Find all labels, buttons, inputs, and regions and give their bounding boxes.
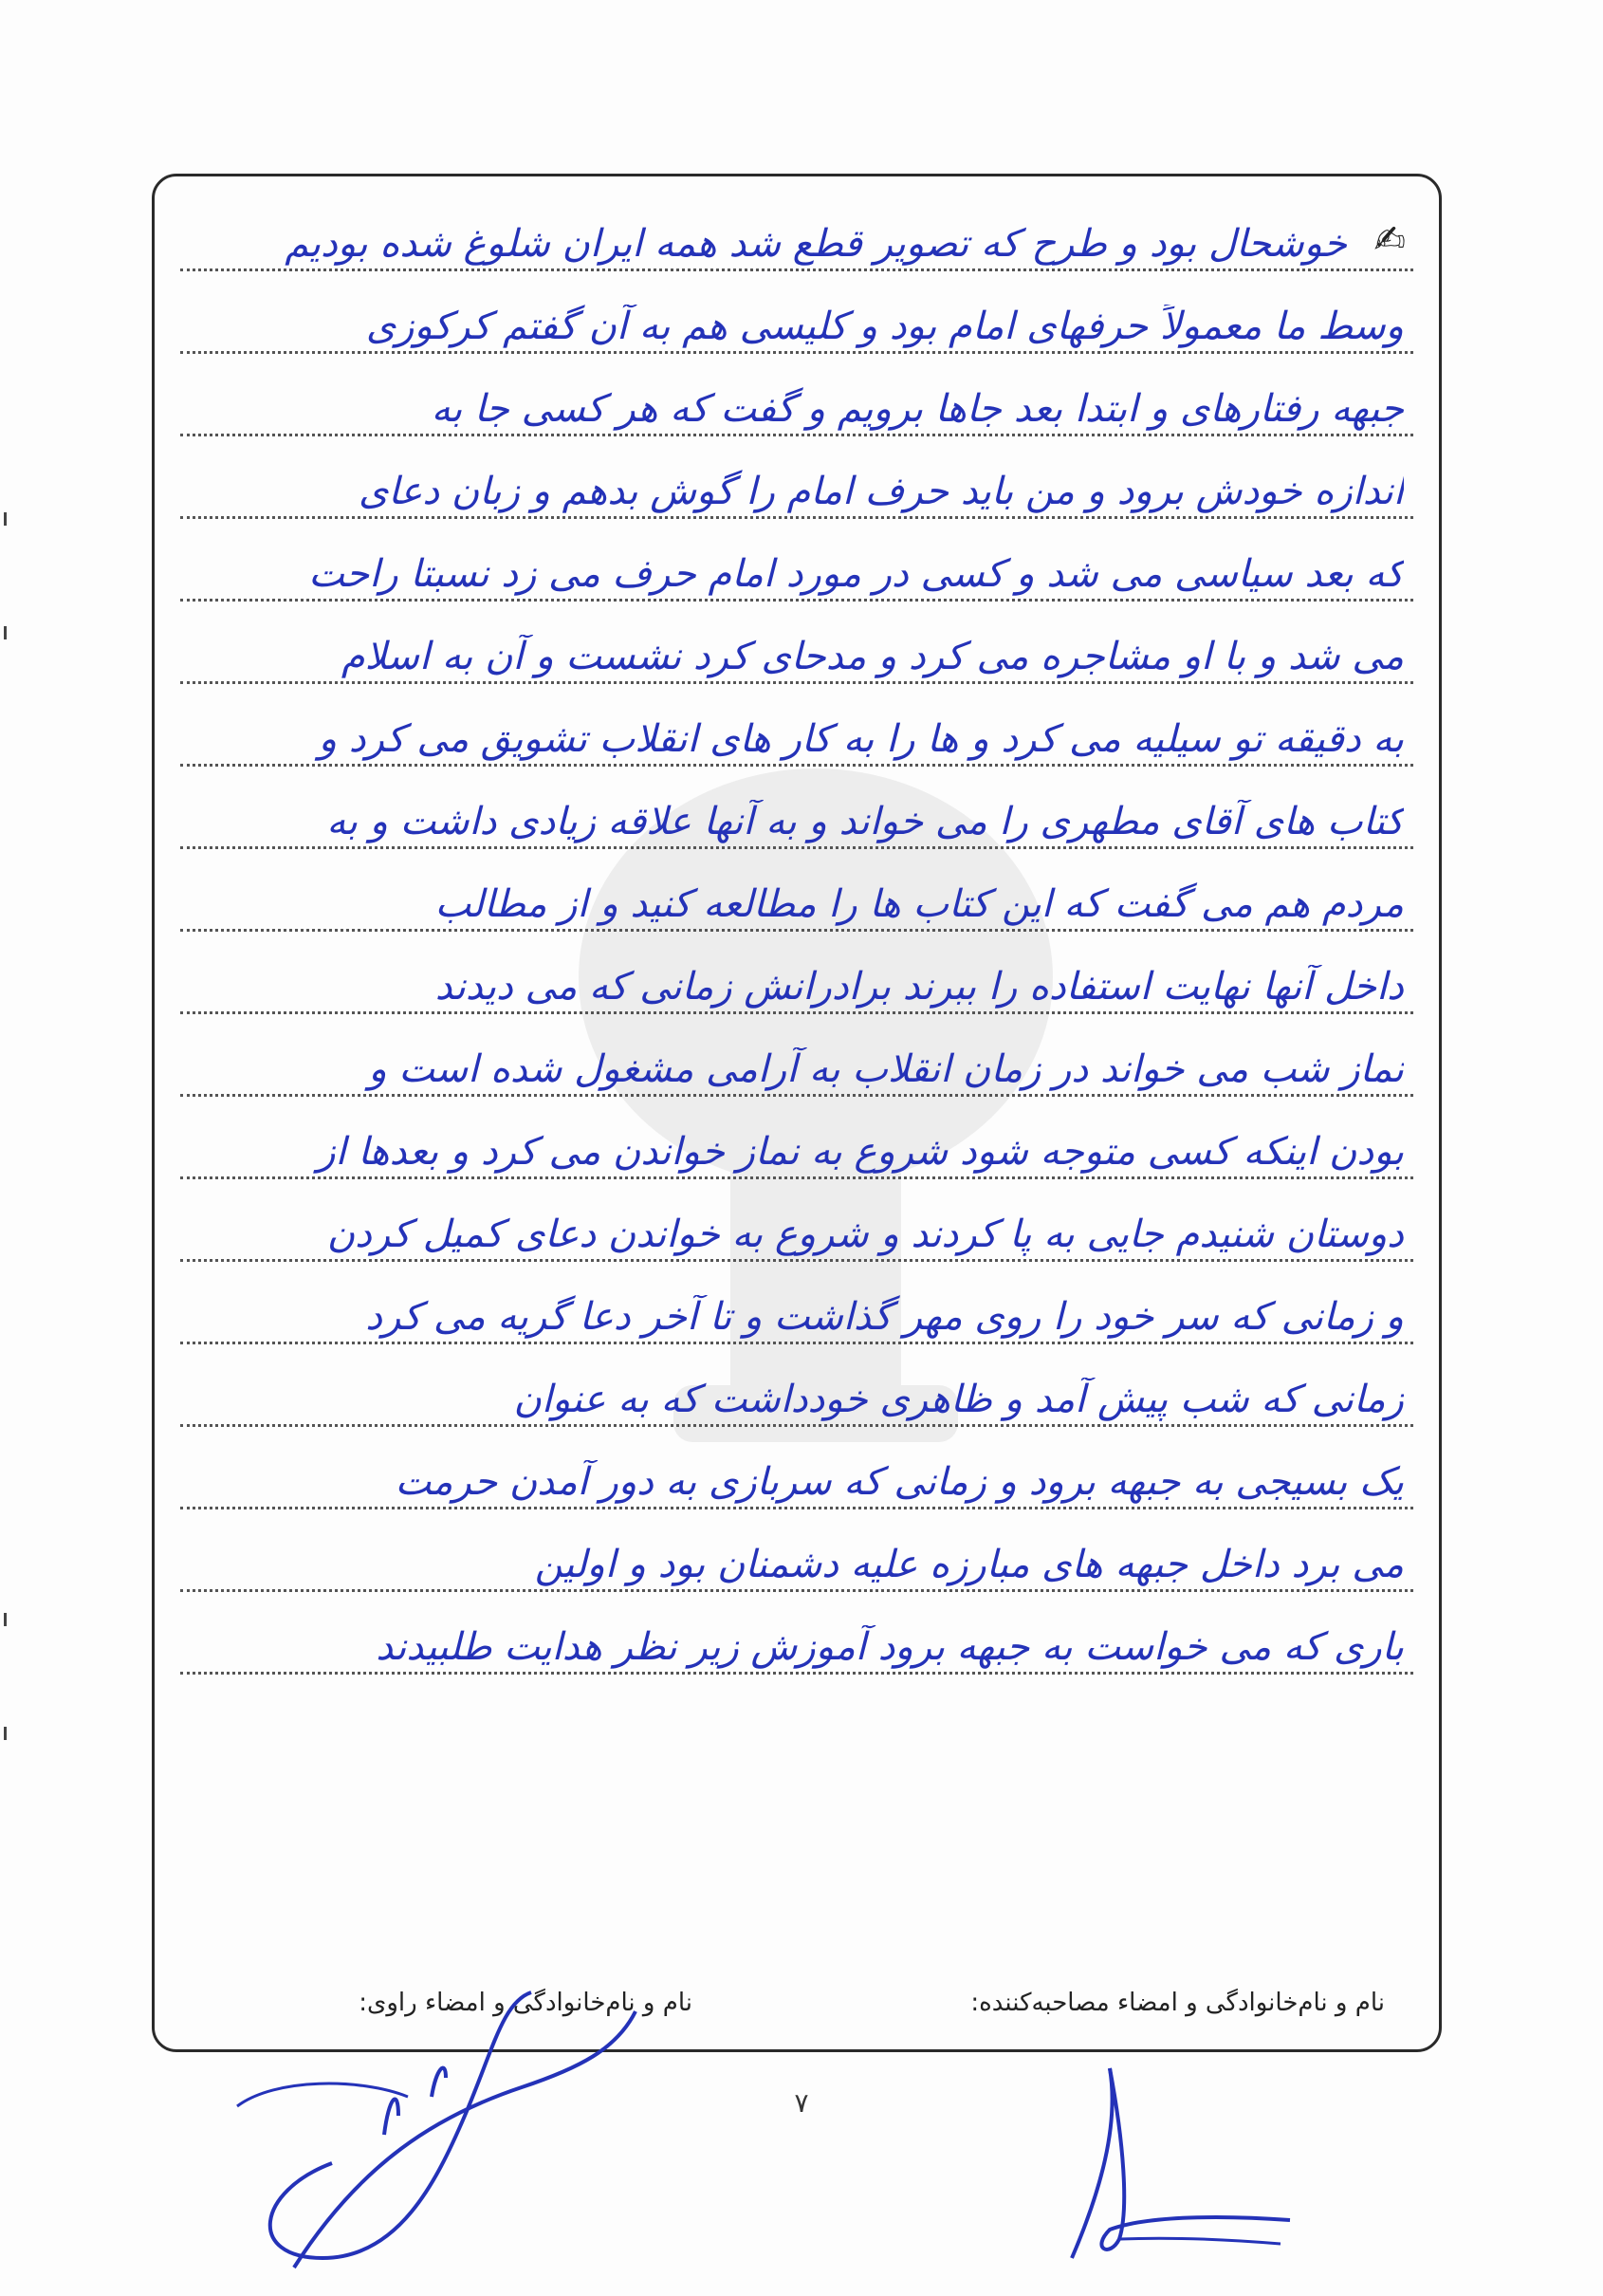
handwritten-line [180, 608, 1413, 690]
handwritten-line [180, 1351, 1413, 1433]
handwritten-text: نماز شب می خواند در زمان انقلاب به آرامی مشغول شده است و [368, 1047, 1404, 1091]
dotted-rule [180, 929, 1413, 932]
handwritten-text: به دقیقه تو سیلیه می کرد و ها را به کار های انقلاب تشویق می کرد و [318, 717, 1404, 761]
dotted-rule [180, 268, 1413, 271]
handwritten-text: خوشحال بود و طرح که تصویر قطع شد همه ایران شلوغ شده بودیم [285, 222, 1347, 266]
handwritten-text: جبهه رفتارهای و ابتدا بعد جاها برویم و گفت که هر کسی جا به [431, 387, 1404, 431]
handwritten-line [180, 1599, 1413, 1680]
handwritten-text: باری که می خواست به جبهه برود آموزش زیر نظر هدایت طلبیدند [376, 1625, 1404, 1669]
margin-mark [4, 1613, 7, 1626]
narrator-signature-label: نام و نام‌خانوادگی و امضاء راوی: [359, 1989, 692, 2017]
handwritten-line [180, 361, 1413, 442]
dotted-rule [180, 351, 1413, 354]
writing-hand-icon: ✍ [1373, 218, 1406, 262]
dotted-rule [180, 1176, 1413, 1179]
margin-mark [4, 512, 7, 526]
handwritten-line [180, 938, 1413, 1020]
dotted-rule [180, 1342, 1413, 1344]
handwritten-text: می شد و با او مشاجره می کرد و مدحای کرد نشست و آن به اسلام [341, 635, 1404, 678]
handwritten-text: می برد داخل جبهه های مبارزه علیه دشمنان بود و اولین [534, 1543, 1404, 1586]
handwritten-text: و زمانی که سر خود را روی مهر گذاشت و تا آخر دعا گریه می کرد [365, 1295, 1404, 1339]
dotted-rule [180, 599, 1413, 602]
handwritten-text: مردم هم می گفت که این کتاب ها را مطالعه کنید و از مطالب [434, 882, 1404, 926]
dotted-rule [180, 1424, 1413, 1427]
handwritten-line [180, 773, 1413, 855]
handwritten-line [180, 1021, 1413, 1102]
handwritten-text: اندازه خودش برود و من باید حرف امام را گوش بدهم و زبان دعای [359, 470, 1404, 513]
dotted-rule [180, 681, 1413, 684]
handwritten-line [180, 195, 1413, 277]
handwritten-text: یک بسیجی به جبهه برود و زمانی که سربازی به دور آمدن حرمت [395, 1460, 1404, 1504]
handwritten-text: زمانی که شب پیش آمد و ظاهری خودداشت که به عنوان [513, 1378, 1404, 1421]
handwritten-text: داخل آنها نهایت استفاده را ببرند برادرانش زمانی که می دیدند [434, 965, 1404, 1009]
handwritten-text: که بعد سیاسی می شد و کسی در مورد امام حرف می زد نسبتا راحت [308, 552, 1404, 596]
handwritten-line [180, 278, 1413, 360]
dotted-rule [180, 434, 1413, 436]
handwritten-line [180, 856, 1413, 937]
interviewer-signature-label: نام و نام‌خانوادگی و امضاء مصاحبه‌کننده: [970, 1989, 1385, 2017]
handwritten-text: بودن اینکه کسی متوجه شود شروع به نماز خواندن می کرد و بعدها از [317, 1130, 1404, 1174]
margin-mark [4, 1727, 7, 1740]
handwritten-line [180, 443, 1413, 525]
handwritten-line [180, 1268, 1413, 1350]
dotted-rule [180, 1672, 1413, 1675]
handwritten-line [180, 526, 1413, 607]
margin-mark [4, 626, 7, 639]
handwritten-text: وسط ما معمولاً حرفهای امام بود و کلیسی هم به آن گفتم کرکوزی [365, 305, 1404, 348]
handwritten-line [180, 1516, 1413, 1598]
handwritten-line [180, 1186, 1413, 1268]
handwritten-line [180, 691, 1413, 772]
dotted-rule [180, 1094, 1413, 1097]
dotted-rule [180, 1011, 1413, 1014]
dotted-rule [180, 764, 1413, 767]
dotted-rule [180, 846, 1413, 849]
narrator-signature [218, 1973, 645, 2277]
handwritten-text: دوستان شنیدم جایی به پا کردند و شروع به خواندن دعای کمیل کردن [326, 1213, 1404, 1256]
handwritten-text: کتاب های آقای مطهری را می خواند و به آنها علاقه زیادی داشت و به [326, 800, 1404, 843]
dotted-rule [180, 1259, 1413, 1262]
handwritten-line [180, 1434, 1413, 1515]
handwritten-line [180, 1103, 1413, 1185]
interviewer-signature [1053, 2049, 1299, 2277]
page-number: ۷ [794, 2087, 809, 2119]
dotted-rule [180, 1589, 1413, 1592]
dotted-rule [180, 516, 1413, 519]
dotted-rule [180, 1507, 1413, 1509]
